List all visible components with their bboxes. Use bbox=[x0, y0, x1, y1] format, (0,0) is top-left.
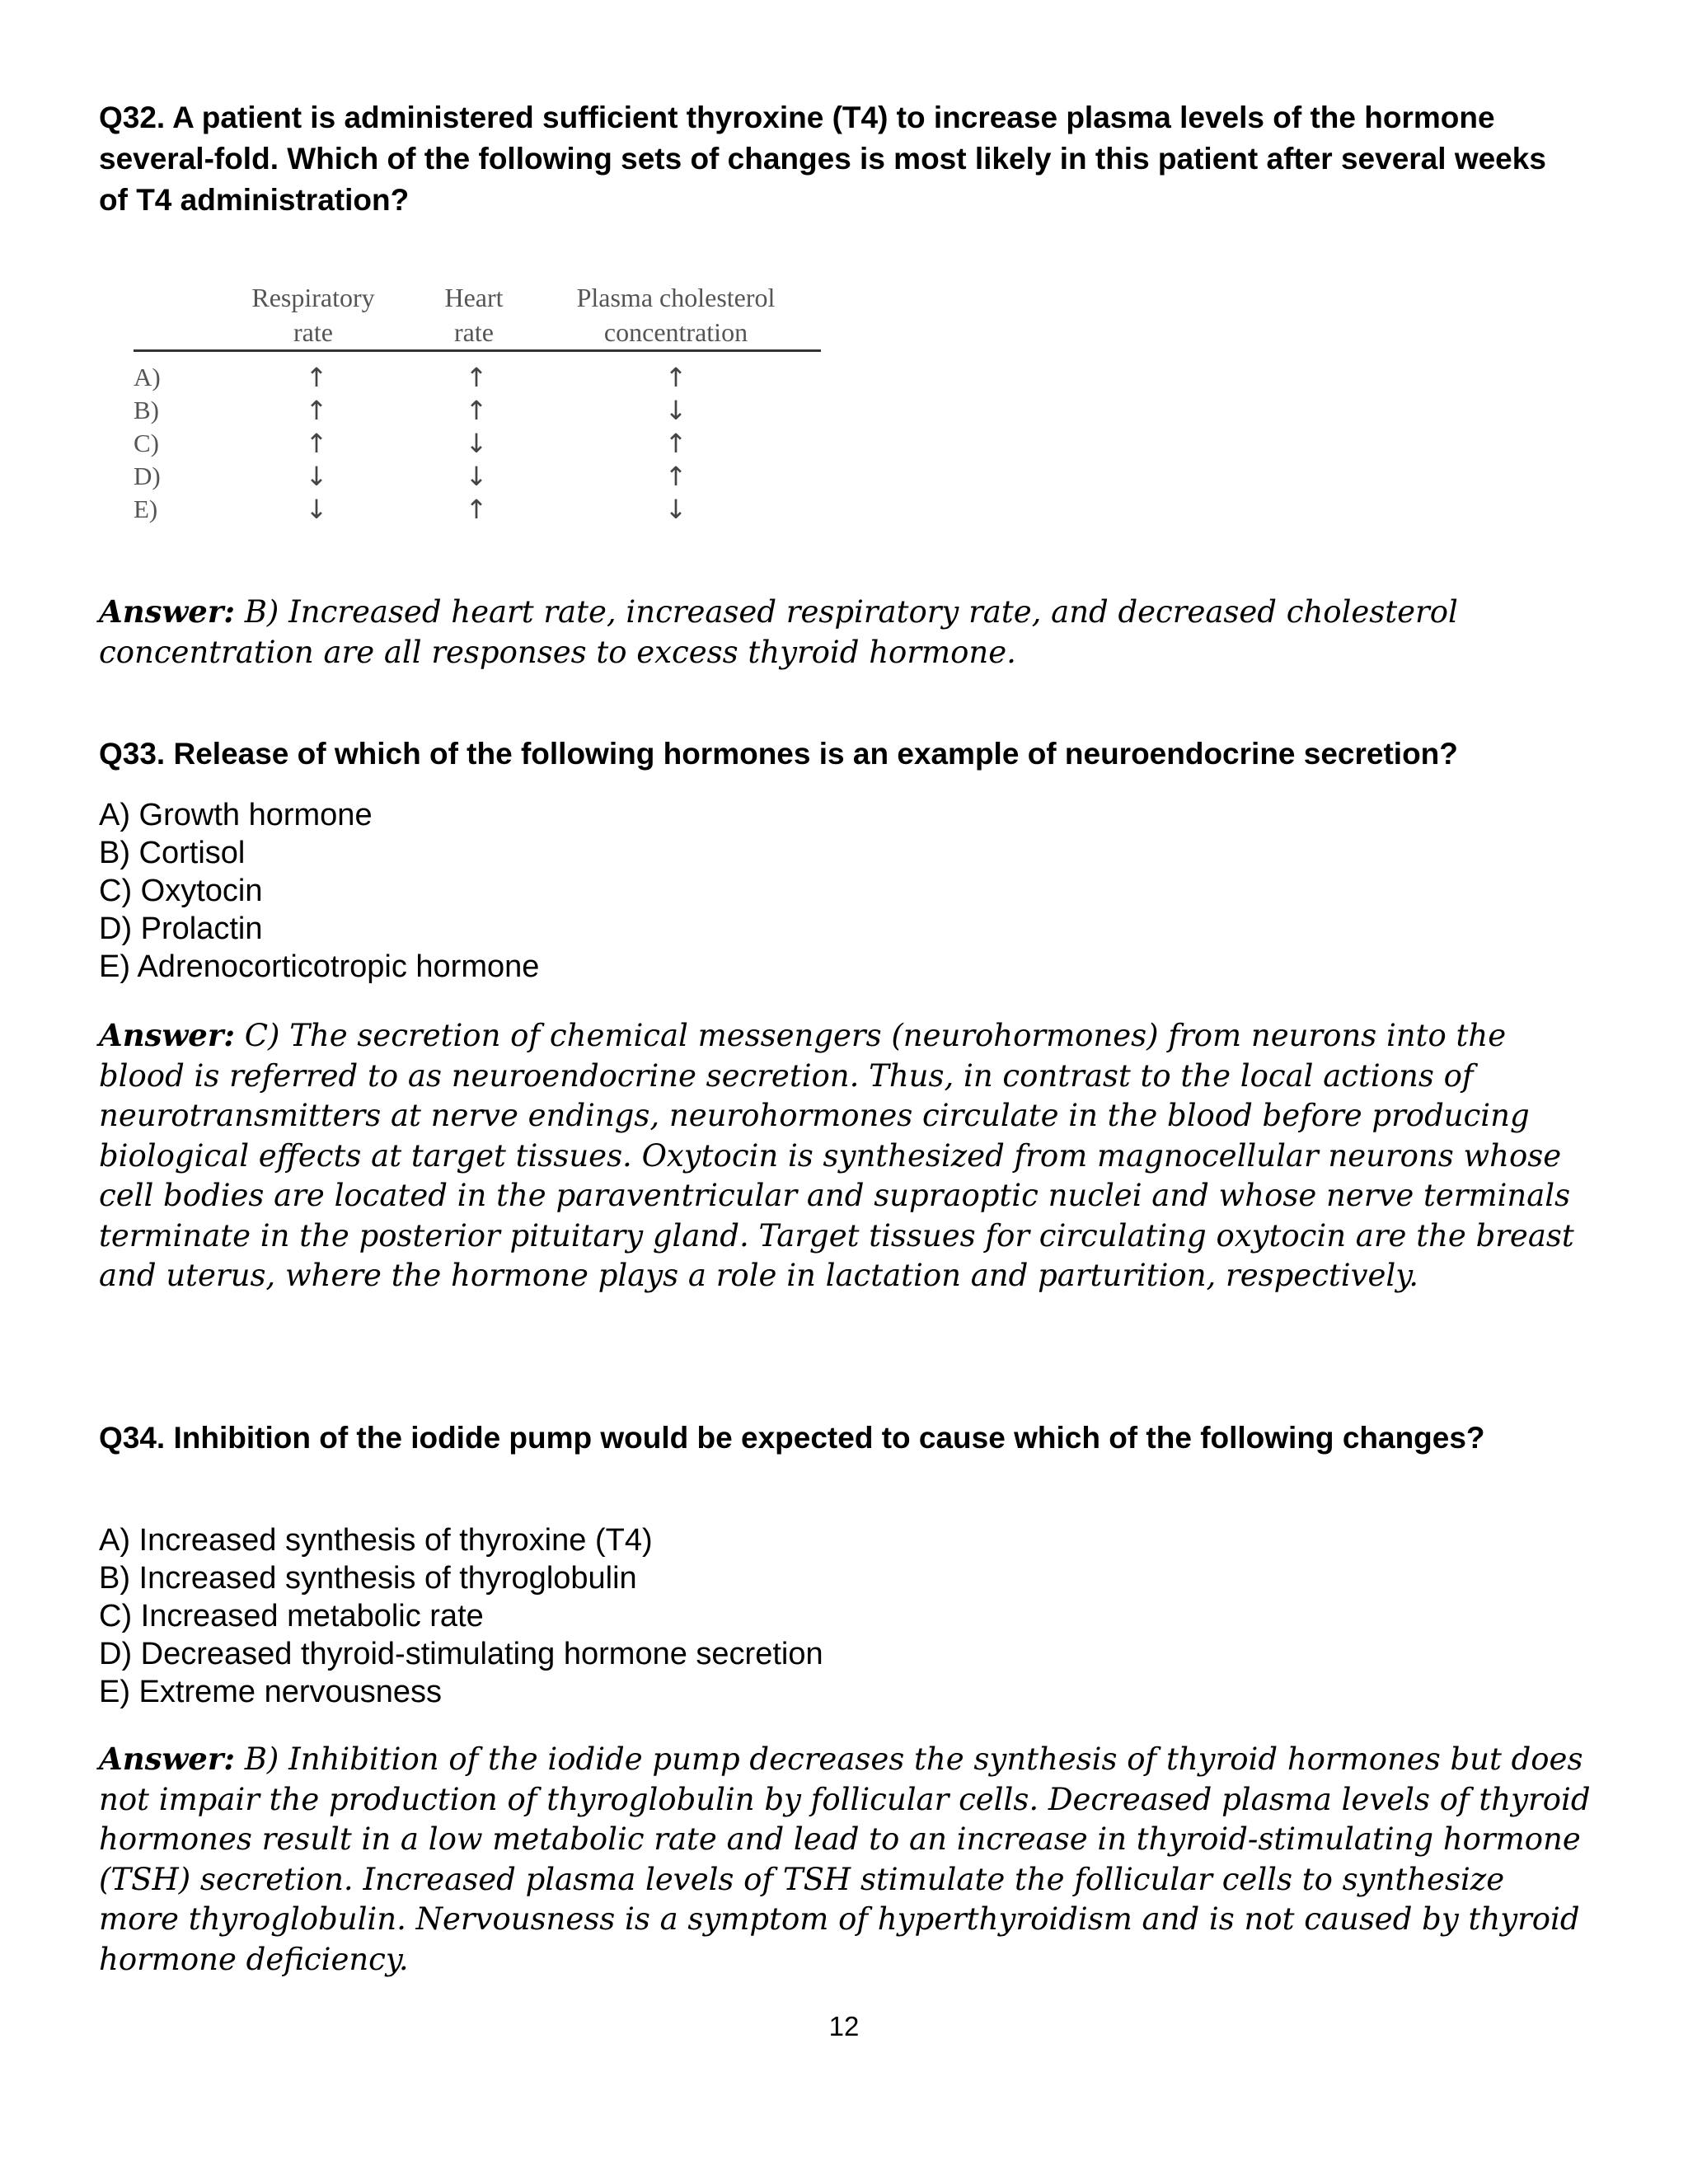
arrow-icon: ↑ bbox=[465, 362, 488, 393]
option-item: D) Prolactin bbox=[99, 912, 263, 946]
arrow-icon: ↓ bbox=[664, 395, 687, 426]
header-line: Respiratory bbox=[251, 283, 375, 312]
option-item: A) Increased synthesis of thyroxine (T4) bbox=[99, 1523, 653, 1558]
q34-question: Q34. Inhibition of the iodide pump would be expected to cause which of the following changes? bbox=[99, 1421, 1485, 1455]
answer-text: B) Inhibition of the iodide pump decreases the synthesis of thyroid hormones but does not impair the production of thyroglobulin by follicular cells. Decreased plasma levels of thyroid hormones result in a low metabolic rate and lead to an increase in thyroid-stimulating hormone (TSH) secretion. Increased plasma levels of TSH stimulate the follicular cells to synthesize more thyroglobulin. Nervousness is a symptom of hyperthyroidism and is not caused by thyroid hormone deficiency. bbox=[99, 1741, 1591, 1977]
answer-text: B) Increased heart rate, increased respiratory rate, and decreased cholesterol concentration are all responses to excess thyroid hormone. bbox=[99, 594, 1458, 670]
answer-text: C) The secretion of chemical messengers (neurohormones) from neurons into the blood is referred to as neuroendocrine secretion. Thus, in contrast to the local actions of neurotransmitters at nerve endings, neurohormones circulate in the blood before producing biological effects at target tissues. Oxytocin is synthesized from magnocellular neurons whose cell bodies are located in the paraventricular and supraoptic nuclei and whose nerve terminals terminate in the posterior pituitary gland. Target tissues for circulating oxytocin are the breast and uterus, where the hormone plays a role in lactation and parturition, respectively. bbox=[99, 1018, 1574, 1293]
arrow-icon: ↓ bbox=[465, 428, 488, 459]
arrow-icon: ↓ bbox=[664, 494, 687, 525]
option-item: D) Decreased thyroid-stimulating hormone secretion bbox=[99, 1637, 823, 1671]
header-line: Heart bbox=[444, 283, 504, 312]
arrow-icon: ↑ bbox=[664, 428, 687, 459]
q32-answer-table bbox=[124, 272, 824, 536]
q34-options bbox=[99, 1521, 1582, 1711]
arrow-icon: ↓ bbox=[465, 461, 488, 492]
option-item: E) Extreme nervousness bbox=[99, 1675, 443, 1709]
header-line: concentration bbox=[603, 317, 748, 347]
header-line: rate bbox=[293, 317, 333, 347]
table-row-label: A) bbox=[134, 363, 161, 391]
arrow-icon: ↑ bbox=[664, 362, 687, 393]
q33-options bbox=[99, 796, 1582, 986]
option-item: E) Adrenocorticotropic hormone bbox=[99, 949, 540, 984]
table-header-heart bbox=[424, 280, 523, 349]
q32-question: Q32. A patient is administered sufficient thyroxine (T4) to increase plasma levels of the hormone several-fold. Which of the following sets of changes is most likely in this patient after several weeks of T4 administration? bbox=[99, 101, 1546, 217]
option-item: B) Increased synthesis of thyroglobulin bbox=[99, 1561, 637, 1596]
arrow-icon: ↓ bbox=[305, 461, 328, 492]
answer-label: Answer: bbox=[99, 1741, 235, 1777]
page-number: 12 bbox=[828, 2011, 860, 2041]
q32-answer bbox=[99, 592, 1591, 673]
q33-question: Q33. Release of which of the following hormones is an example of neuroendocrine secretion? bbox=[99, 737, 1458, 771]
arrow-icon: ↑ bbox=[465, 395, 488, 426]
table-row-label: B) bbox=[134, 396, 159, 424]
table-header-respiratory bbox=[235, 280, 392, 349]
table-header-cholesterol bbox=[552, 280, 799, 349]
option-item: B) Cortisol bbox=[99, 836, 246, 870]
table-row-label: C) bbox=[134, 429, 159, 457]
answer-label: Answer: bbox=[99, 1017, 235, 1053]
table-row-label: E) bbox=[134, 494, 158, 523]
option-item: C) Oxytocin bbox=[99, 874, 263, 908]
arrow-icon: ↑ bbox=[305, 428, 328, 459]
table-row-label: D) bbox=[134, 462, 161, 490]
arrow-icon: ↑ bbox=[305, 362, 328, 393]
q33-answer bbox=[99, 1015, 1591, 1296]
header-line: Plasma cholesterol bbox=[576, 283, 776, 312]
table-rule bbox=[134, 349, 821, 352]
header-line: rate bbox=[454, 317, 494, 347]
arrow-icon: ↑ bbox=[664, 461, 687, 492]
arrow-icon: ↑ bbox=[465, 494, 488, 525]
arrow-icon: ↓ bbox=[305, 494, 328, 525]
arrow-icon: ↑ bbox=[305, 395, 328, 426]
answer-label: Answer: bbox=[99, 593, 235, 630]
q34-answer bbox=[99, 1739, 1591, 1980]
option-item: A) Growth hormone bbox=[99, 798, 373, 832]
option-item: C) Increased metabolic rate bbox=[99, 1599, 484, 1633]
